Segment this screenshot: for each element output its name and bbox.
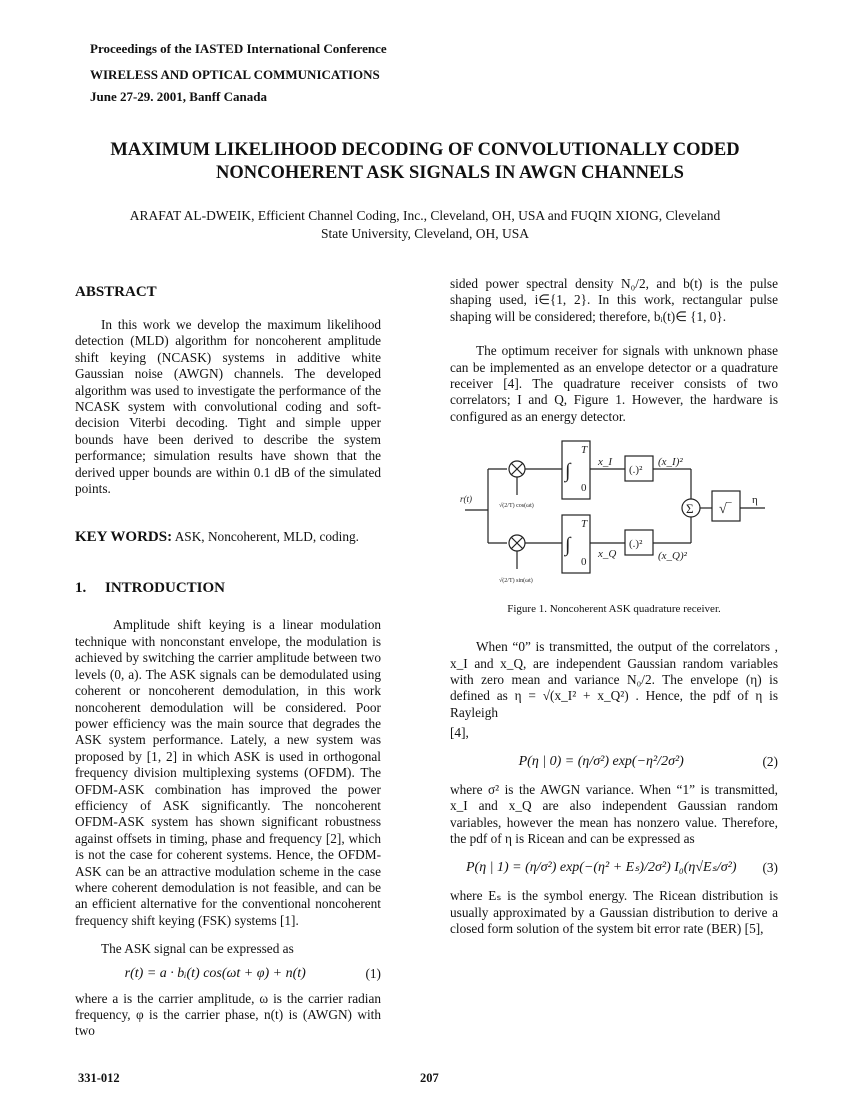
- output-label: η: [752, 494, 758, 507]
- summation-icon: Σ: [686, 501, 694, 517]
- sin-reference: √(2/T) sin(ωt): [499, 578, 533, 585]
- square-block: (.)²: [629, 538, 643, 551]
- conference-name: Proceedings of the IASTED International Conference: [90, 41, 387, 56]
- authors: [60, 207, 790, 243]
- authors-line: State University, Cleveland, OH, USA: [321, 226, 529, 241]
- xi-label: x_I: [598, 456, 613, 469]
- figure-caption: Figure 1. Noncoherent ASK quadrature receiver.: [507, 603, 721, 616]
- body-paragraph: where σ² is the AWGN variance. When “1” is transmitted, x_I and x_Q are also independent Gaussian random variables, however the mean has nonzero value. Therefore, the pdf of η is Ricean and can be expressed as: [450, 781, 778, 846]
- equation-3-row: [450, 859, 778, 876]
- body-paragraph: When “0” is transmitted, the output of the correlators , x_I and x_Q, are independent Gaussian random variables with zero mean and variance N₀/2. The envelope (η) is defined as η = √(x_I² + x_Q²) . Hence, the pdf of η is Rayleigh: [450, 639, 778, 720]
- authors-line: ARAFAT AL-DWEIK, Efficient Channel Coding, Inc., Cleveland, OH, USA and FUQIN XIONG, Cleveland: [129, 208, 721, 223]
- title-line: NONCOHERENT ASK SIGNALS IN AWGN CHANNELS: [216, 163, 684, 183]
- abstract-heading: ABSTRACT: [75, 284, 157, 300]
- body-paragraph: sided power spectral density N₀/2, and b(t) is the pulse shaping used, i∈{1, 2}. In this work, rectangular pulse shaping will be considered; therefore, bᵢ(t)∈ {1, 0}.: [450, 276, 778, 324]
- equation-2: P(η | 0) = (η/σ²) exp(−η²/2σ²): [518, 753, 684, 769]
- intro-paragraph: The ASK signal can be expressed as: [101, 941, 294, 957]
- body-paragraph: The optimum receiver for signals with unknown phase can be implemented as an envelope detector or a quadrature receiver [4]. The quadrature receiver consists of two correlators; I and Q, Figure 1. However, the hardware is configured as an energy detector.: [450, 343, 778, 424]
- sqrt-block: √‾: [719, 502, 732, 518]
- abstract-text: In this work we develop the maximum likelihood detection (MLD) algorithm for noncoherent amplitude shift keying (NCASK) systems in additive white Gaussian noise (AWGN) channels. The developed algorithm was used to investigate the performance of the NCASK system with convolutional coding and soft-decision Viterbi decoding. Tight and simple upper bounds have been derived to describe the system performance; simulation results have shown that the derived upper bounds are within 0.1 dB of the simulated points.: [75, 317, 381, 497]
- intro-heading: 1. INTRODUCTION: [75, 580, 226, 597]
- square-block: (.)²: [629, 464, 643, 477]
- integral-lower: 0: [581, 556, 587, 569]
- integral-upper: T: [581, 518, 588, 531]
- keywords-label: KEY WORDS:: [75, 529, 173, 546]
- integral-icon: ∫: [565, 460, 571, 483]
- title-line: MAXIMUM LIKELIHOOD DECODING OF CONVOLUTIONALLY CODED: [110, 140, 740, 160]
- equation-3: P(η | 1) = (η/σ²) exp(−(η² + Eₛ)/2σ²) I₀(η√Eₛ/σ²): [465, 860, 737, 876]
- xi-squared-label: (x_I)²: [658, 456, 683, 469]
- intro-paragraph: where a is the carrier amplitude, ω is the carrier radian frequency, φ is the carrier phase, n(t) is (AWGN) with two: [75, 990, 381, 1039]
- body-paragraph: where Eₛ is the symbol energy. The Ricean distribution is usually approximated by a Gaussian distribution to derive a closed form solution of the system bit error rate (BER) [5],: [450, 888, 778, 937]
- equation-1-row: [75, 966, 381, 982]
- equation-2-row: [450, 754, 778, 770]
- integral-upper: T: [581, 444, 588, 457]
- xq-squared-label: (x_Q)²: [658, 550, 687, 563]
- conference-topic: WIRELESS AND OPTICAL COMMUNICATIONS: [90, 67, 380, 82]
- body-paragraph: [4],: [450, 725, 469, 741]
- equation-number: (2): [762, 753, 778, 769]
- left-column: [75, 284, 381, 1040]
- keywords-text: ASK, Noncoherent, MLD, coding.: [172, 529, 359, 545]
- receiver-block-diagram: [455, 437, 775, 597]
- conference-date: June 27-29. 2001, Banff Canada: [90, 89, 267, 104]
- input-label: r(t): [460, 494, 472, 505]
- integral-icon: ∫: [565, 534, 571, 557]
- cos-reference: √(2/T) cos(ωt): [499, 503, 534, 510]
- equation-number: (3): [762, 859, 778, 875]
- paper-title: [40, 139, 810, 185]
- xq-label: x_Q: [598, 548, 617, 561]
- right-column: [450, 276, 778, 938]
- equation-number: (1): [365, 965, 381, 981]
- keywords: [75, 529, 381, 546]
- intro-paragraph: Amplitude shift keying is a linear modulation technique with nonconstant envelope, the modulation is achieved by switching the carrier amplitude between two levels (0, a). The ASK signals can be demodulated using coherent or noncoherent demodulation, in this work noncoherent demodulation will be considered. Poor power efficiency was the main source that degrades the ASK system performance. Lately, a new system was proposed by [1, 2] in which ASK is used in orthogonal frequency division multiplexing systems (OFDM). The OFDM-ASK combination has improved the power efficiency of ASK significantly. The noncoherent OFDM-ASK system has shown significant robustness against offsets in timing, phase and frequency [2], which is not the case for coherent systems. Hence, the OFDM-ASK can be an attractive modulation scheme in the case where coherent demodulation is not feasible, and can be an efficient alternative for the conventional noncoherent frequency shift keying (FSK) systems [1].: [75, 617, 381, 928]
- equation-1: r(t) = a · bᵢ(t) cos(ωt + φ) + n(t): [124, 965, 306, 981]
- integral-lower: 0: [581, 482, 587, 495]
- paper-code: 331-012: [78, 1071, 120, 1085]
- page-number: 207: [420, 1071, 439, 1085]
